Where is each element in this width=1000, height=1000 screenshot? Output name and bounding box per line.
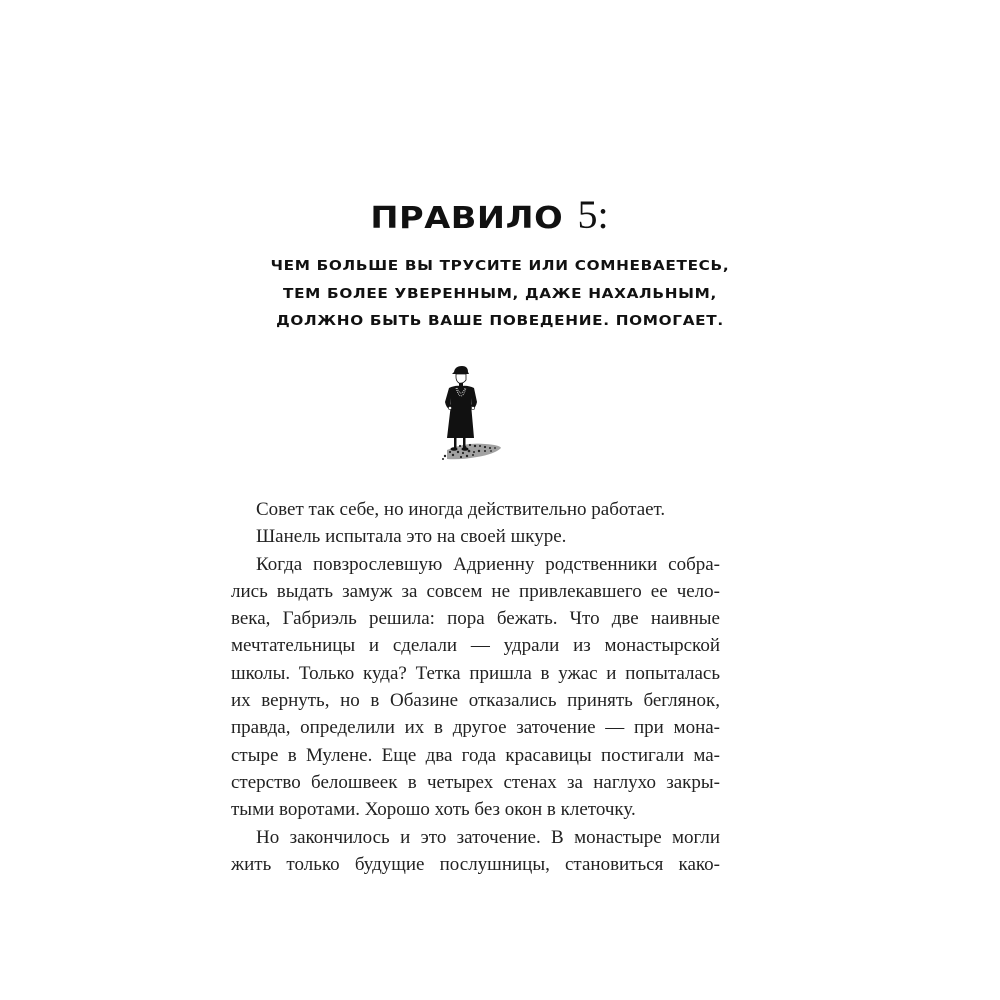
body-text bbox=[231, 496, 720, 878]
paragraph-line: их вернуть, но в Обазине отказались принять беглянок, bbox=[231, 690, 720, 712]
paragraph-line: Шанель испытала это на своей шкуре. bbox=[256, 526, 567, 548]
rule-subtitle bbox=[0, 253, 1000, 336]
paragraph-line: Совет так себе, но иногда действительно работает. bbox=[256, 499, 666, 520]
rule-heading-word: ПРАВИЛО bbox=[370, 201, 564, 236]
paragraph-line: стыре в Мулене. Еще два года красавицы постигали ма- bbox=[231, 744, 720, 766]
rule-subtitle-line: ЧЕМ БОЛЬШЕ ВЫ ТРУСИТЕ ИЛИ СОМНЕВАЕТЕСЬ, bbox=[270, 258, 730, 274]
paragraph-line: лись выдать замуж за совсем не привлекавшего ее чело- bbox=[231, 580, 720, 602]
paragraph-line: Когда повзрослевшую Адриенну родственники собра- bbox=[256, 553, 720, 575]
rule-heading bbox=[0, 193, 1000, 246]
paragraph-line: мечтательницы и сделали — удрали из монастырской bbox=[231, 635, 720, 657]
woman-figure-illustration-icon bbox=[425, 362, 515, 467]
paragraph-line: стерство белошвеек в четырех стенах за наглухо закры- bbox=[231, 771, 720, 793]
rule-subtitle-line: ТЕМ БОЛЕЕ УВЕРЕННЫМ, ДАЖЕ НАХАЛЬНЫМ, bbox=[283, 285, 717, 302]
rule-heading-number: 5: bbox=[577, 192, 609, 237]
paragraph-line: века, Габриэль решила: пора бежать. Что две наивные bbox=[231, 608, 720, 630]
paragraph-line: тыми воротами. Хорошо хоть без окон в клеточку. bbox=[231, 799, 636, 821]
paragraph-line: Но закончилось и это заточение. В монастыре могли bbox=[256, 826, 720, 848]
paragraph-line: школы. Только куда? Тетка пришла в ужас и попыталась bbox=[231, 662, 720, 684]
paragraph-line: правда, определили их в другое заточение — при мона- bbox=[231, 717, 720, 739]
paragraph-line: жить только будущие послушницы, становиться како- bbox=[231, 853, 720, 875]
rule-subtitle-line: ДОЛЖНО БЫТЬ ВАШЕ ПОВЕДЕНИЕ. ПОМОГАЕТ. bbox=[276, 313, 724, 329]
